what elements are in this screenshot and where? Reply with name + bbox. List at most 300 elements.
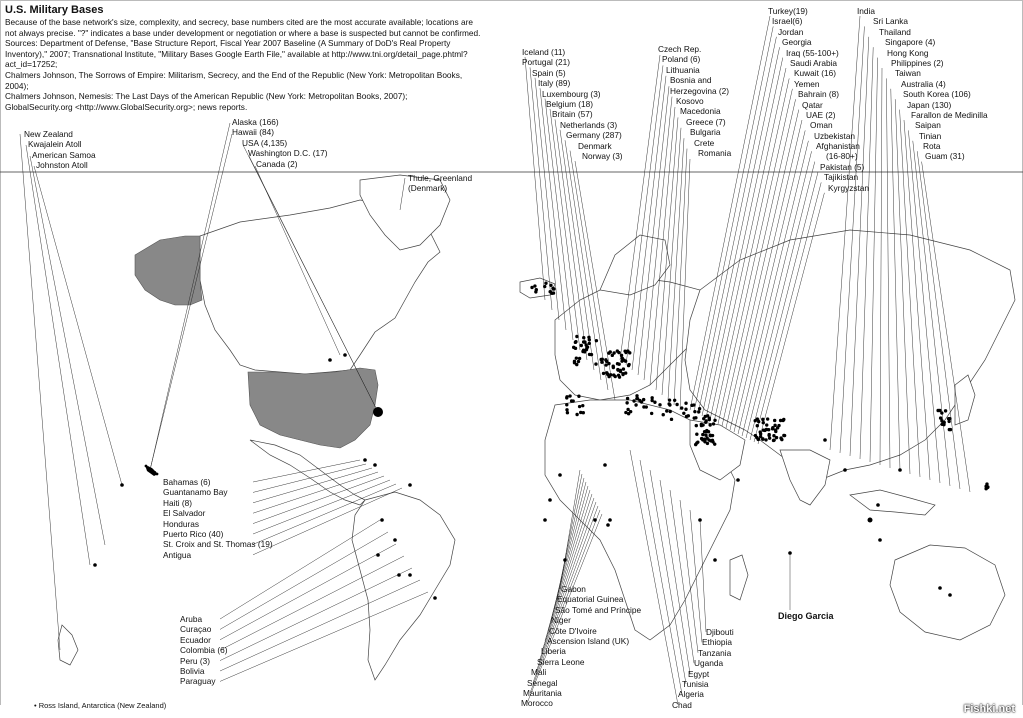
base-dot [868,518,873,523]
base-dot [938,586,942,590]
east-europe-labels-item: Czech Rep. [658,44,702,54]
west-africa-labels-item: Morocco [521,698,553,709]
west-europe-labels-item: Luxembourg (3) [542,88,601,99]
us-labels-item: Canada (2) [256,158,298,169]
base-dot [620,354,623,357]
base-dot [948,593,952,597]
map-title: U.S. Military Bases [5,4,104,16]
mideast-labels-item: Tajikistan [824,172,859,183]
base-dot [704,415,707,418]
base-dot [985,482,988,485]
mideast-labels-item: Georgia [782,37,812,48]
base-dot [634,403,637,406]
base-dot [586,345,589,348]
base-dot [373,407,383,417]
base-dot [393,538,397,542]
east-europe-labels-item: Lithuania [666,64,700,75]
base-dot [600,361,603,364]
south-america-labels [180,614,228,687]
base-dot [605,360,608,363]
caribbean-labels-item: Haiti (8) [163,497,193,508]
west-africa-labels-item: Equatorial Guinea [557,594,624,605]
west-europe-labels-item: Portugal (21) [522,57,570,68]
watermark: Fishki.net [963,703,1015,715]
west-europe-labels-item: Spain (5) [532,67,566,78]
pacific-labels-item: Kwajalein Atoll [28,139,82,150]
land-iceland [520,278,555,298]
asia-labels-item: Philippines (2) [891,57,944,68]
diego-garcia-label: Diego Garcia [778,611,834,621]
source-line-1: Sources: Department of Defense, "Base Structure Report, Fiscal Year 2007 Baseline (A Summary of DoD's Real Property Inventory)," 2007; Transnational Institute, "Military Bases Google Earth File," available at http://www.tni.org/detail_page.phtml?act_id=17252; [5,38,468,70]
base-dot [776,426,779,429]
base-dot [704,419,707,422]
east-europe-labels-item: Romania [698,147,732,158]
base-dot [604,363,607,366]
west-africa-labels-item: Niger [551,615,571,626]
leader-line [20,134,60,650]
caribbean-labels-item: Puerto Rico (40) [163,528,224,539]
south-america-labels-item: Colombia (6) [180,645,228,656]
base-dot [343,353,347,357]
base-dot [612,351,615,354]
land-usa [248,368,378,448]
base-dot [693,410,696,413]
base-dot [878,538,882,542]
base-dot [706,442,709,445]
west-africa-labels-item: Côte D'Ivoire [549,625,597,636]
base-dot [397,573,401,577]
base-dot [577,395,580,398]
base-dot [575,356,578,359]
map-header [5,4,485,112]
base-dot [624,371,627,374]
east-europe-labels [658,44,731,158]
land-australia [890,545,1005,640]
base-dot [612,373,615,376]
base-dot [625,401,628,404]
base-dot [761,418,764,421]
base-dot [703,437,706,440]
base-dot [548,498,552,502]
base-dot [940,419,943,422]
asia-labels-item: Rota [923,141,941,152]
west-africa-labels [521,584,641,709]
caribbean-labels [163,477,273,560]
east-europe-labels-item: Bulgaria [690,127,721,138]
base-dot [594,362,597,365]
base-dot [713,558,717,562]
base-dot [695,433,698,436]
asia-labels-item: India [857,6,875,16]
caribbean-labels-item: St. Croix and St. Thomas (19) [163,539,273,550]
mideast-labels-item: Pakistan (5) [820,161,865,172]
mideast-labels-item: Iraq (55-100+) [786,47,839,58]
base-dot [673,399,676,402]
asia-labels-item: Taiwan [895,68,921,79]
base-dot [698,407,701,410]
base-dot [577,360,580,363]
base-dot [701,433,704,436]
base-dot [763,429,766,432]
greenland-label-item: Thule, Greenland [408,173,473,183]
base-dot [530,286,533,289]
source-line-2: Chalmers Johnson, The Sorrows of Empire: Militarism, Secrecy, and the End of the Republic (New York: Metropolitan Books, 2004); [5,69,463,91]
base-dot [773,419,776,422]
base-dot [642,405,645,408]
leader-line [674,149,687,405]
base-dot [363,458,367,462]
base-dot [533,284,536,287]
east-africa-labels-item: Tanzania [698,647,732,658]
land-europe [555,278,705,400]
base-dot [552,287,555,290]
us-labels-item: Washington D.C. (17) [248,148,328,159]
base-dot [756,424,759,427]
base-dot [582,411,585,414]
caribbean-labels-item: Guantanamo Bay [163,487,228,498]
greenland-label-item: (Denmark) [408,183,448,194]
base-dot [593,518,597,522]
caribbean-labels-item: El Salvador [163,508,206,519]
base-dot [603,463,607,467]
base-dot [433,596,437,600]
base-dot [408,483,412,487]
base-dot [583,340,586,343]
west-europe-labels [522,47,623,161]
east-europe-labels-item: Macedonia [680,106,721,117]
base-dot [626,408,629,411]
mideast-labels-item: Yemen [794,78,820,89]
base-dot [687,414,690,417]
asia-labels-item: Hong Kong [887,47,929,58]
base-dot [606,523,610,527]
mideast-labels-item: UAE (2) [806,109,836,120]
base-dot [675,403,678,406]
base-dot [767,428,770,431]
mideast-labels-item: Qatar [802,99,823,110]
base-dot [670,418,673,421]
base-dot [650,399,653,402]
base-dot [624,411,627,414]
base-dot [708,423,711,426]
greenland-label [408,173,472,194]
east-africa-labels-item: Djibouti [706,627,734,637]
land-india [780,450,830,505]
base-dot [588,342,591,345]
base-dot [708,418,711,421]
base-dot [756,417,759,420]
base-dot [694,443,697,446]
mideast-labels-item: Turkey(19) [768,6,808,16]
asia-labels [857,6,988,162]
base-dot [627,363,630,366]
base-dot [578,405,581,408]
west-africa-labels-item: Ascension Island (UK) [547,635,630,646]
base-dot [626,397,629,400]
asia-labels-item: Thailand [879,26,911,37]
base-dot [588,353,591,356]
base-dot [712,422,715,425]
base-dot [876,503,880,507]
us-labels-item: USA (4,135) [242,137,288,148]
east-europe-labels-item: Greece (7) [686,116,726,127]
base-dot [698,518,702,522]
base-dot [668,403,671,406]
base-dot [601,358,604,361]
base-dot [736,478,740,482]
south-america-labels-item: Curaçao [180,624,212,635]
base-dot [705,430,708,433]
base-dot [711,440,714,443]
east-africa-labels-item: Uganda [694,658,724,669]
caribbean-labels-item: Bahamas (6) [163,477,211,487]
asia-labels-item: Australia (4) [901,78,946,89]
base-dot [636,397,639,400]
base-dot [771,427,774,430]
base-dot [628,351,631,354]
base-dot [761,437,764,440]
leader-line [34,166,122,485]
base-dot [373,463,377,467]
mideast-labels-item: Bahrain (8) [798,89,840,100]
west-africa-labels-item: Mauritania [523,687,562,698]
east-europe-labels-item: Bosnia and [670,75,712,86]
east-africa-labels-item: Algeria [678,689,704,700]
mideast-labels-item: (16-80+) [826,151,858,162]
base-dot [783,434,786,437]
base-dot [773,424,776,427]
base-dot [328,358,332,362]
base-dot [682,412,685,415]
land-south-america [352,492,455,680]
base-dot [757,438,760,441]
base-dot [617,351,620,354]
west-europe-labels-item: Italy (89) [538,78,571,89]
west-europe-labels-item: Netherlands (3) [560,119,618,130]
base-dot [622,367,625,370]
base-dot [619,369,622,372]
base-dot [565,408,568,411]
land-indonesia [850,490,935,515]
base-dot [788,551,792,555]
south-america-labels-item: Paraguay [180,676,216,687]
leader-line [668,138,684,400]
east-africa-labels [672,627,734,710]
base-dot [765,423,768,426]
base-dot [543,518,547,522]
west-europe-labels-item: Norway (3) [582,150,623,161]
south-america-labels-item: Ecuador [180,634,211,645]
base-dot [948,417,951,420]
base-dot [588,338,591,341]
base-dot [693,416,696,419]
base-dot [570,399,573,402]
pacific-labels [24,129,96,171]
base-dot [658,403,661,406]
base-dot [565,403,568,406]
east-africa-labels-item: Ethiopia [702,637,732,648]
west-europe-labels-item: Belgium (18) [546,98,594,109]
mideast-labels-item: Saudi Arabia [790,57,838,68]
base-dot [582,336,585,339]
mideast-labels-item: Israel(6) [772,16,803,27]
base-dot [543,285,546,288]
asia-labels-item: Farallon de Medinilla [911,109,988,120]
base-dot [662,413,665,416]
base-dot [704,433,707,436]
base-dot [843,468,847,472]
base-dot [156,473,159,476]
base-dot [635,394,638,397]
east-europe-labels-item: Poland (6) [662,54,701,65]
base-dot [766,417,769,420]
base-dot [609,350,612,353]
land-new-zealand [58,625,78,665]
south-america-labels-item: Peru (3) [180,655,210,666]
base-dot [944,409,947,412]
base-dot [573,361,576,364]
pacific-labels-item: Johnston Atoll [36,160,88,171]
base-dot [580,344,583,347]
base-dot [779,436,782,439]
base-dot [713,419,716,422]
mideast-labels-item: Kuwait (16) [794,68,836,79]
base-dot [408,573,412,577]
us-labels-item: Alaska (166) [232,117,279,127]
base-dot [609,373,612,376]
base-dot [650,412,653,415]
base-dot [759,435,762,438]
base-dot [772,434,775,437]
west-africa-labels-item: Mali [531,667,547,678]
base-dot [936,409,939,412]
west-europe-labels-item: Britain (57) [552,109,593,120]
asia-labels-item: Sri Lanka [873,16,909,27]
east-africa-labels-item: Chad [672,699,692,710]
base-dot [624,360,627,363]
base-dot [548,290,551,293]
west-africa-labels-item: Liberia [541,646,566,657]
base-dot [762,421,765,424]
south-america-labels-item: Aruba [180,614,203,624]
west-africa-labels-item: Sierra Leone [537,656,585,667]
base-dot [684,408,687,411]
us-labels-item: Hawaii (84) [232,127,274,138]
west-africa-labels-item: São Tomé and Príncipe [555,604,642,615]
base-dot [781,419,784,422]
base-dot [595,339,598,342]
asia-labels-item: Japan (130) [907,99,952,110]
base-dot [566,411,569,414]
us-labels [232,117,327,169]
base-dot [940,411,943,414]
base-dot [565,395,568,398]
base-dot [984,487,987,490]
west-africa-labels-item: Senegal [527,677,558,688]
south-america-labels-item: Bolivia [180,665,205,676]
asia-labels-item: Guam (31) [925,151,965,162]
source-line-4: GlobalSecurity.org <http://www.GlobalSecurity.org>; news reports. [5,101,248,112]
east-africa-labels-item: Egypt [688,668,710,679]
base-dot [898,468,902,472]
base-dot [709,434,712,437]
base-dot [948,428,951,431]
base-dot [772,438,775,441]
east-europe-labels-item: Kosovo [676,95,704,106]
base-dot [767,433,770,436]
land-japan [955,375,975,425]
base-dot [823,438,827,442]
base-dot [764,438,767,441]
mideast-labels-item: Kyrgyzstan [828,182,870,193]
base-dot [697,410,700,413]
mideast-labels [768,6,869,193]
base-dot [612,365,615,368]
base-dot [563,558,567,562]
base-dot [629,410,632,413]
west-europe-labels-item: Iceland (11) [522,47,566,57]
pacific-labels-item: New Zealand [24,129,73,139]
base-dot [616,362,619,365]
west-europe-labels-item: Denmark [578,140,612,151]
base-dot [120,483,124,487]
base-dot [575,335,578,338]
base-dot [93,563,97,567]
base-dot [680,406,683,409]
base-dot [940,423,943,426]
base-dot [574,340,577,343]
land-alaska [135,236,202,305]
base-dot [376,553,380,557]
base-dot [575,413,578,416]
base-dot [669,410,672,413]
base-dot [621,357,624,360]
asia-labels-item: South Korea (106) [903,89,971,100]
east-europe-labels-item: Herzegovina (2) [670,85,730,96]
asia-labels-item: Singapore (4) [885,37,936,48]
mideast-labels-item: Uzbekistan [814,130,856,141]
base-dot [558,473,562,477]
base-dot [692,403,695,406]
asia-labels-item: Saipan [915,120,941,131]
caribbean-labels-item: Honduras [163,518,199,529]
east-africa-labels-item: Tunisia [682,678,709,689]
mideast-labels-item: Afghanistan [816,141,860,152]
base-dot [581,350,584,353]
base-dot [632,399,635,402]
base-dot [668,398,671,401]
base-dot [602,372,605,375]
map-intro: Because of the base network's size, complexity, and secrecy, base numbers cited are the most accurate available; locations are not always precise. "?" indicates a base under development or negotiation or where a base is suspected but cannot be confirmed. [5,17,481,38]
caribbean-labels-item: Antigua [163,549,192,560]
base-dot [581,404,584,407]
land-madagascar [730,555,748,600]
leader-line [30,156,105,545]
base-dot [572,346,575,349]
base-dot [568,394,571,397]
base-dot [534,290,537,293]
west-europe-labels-item: Germany (287) [566,130,622,141]
mideast-labels-item: Jordan [778,26,804,37]
base-dot [544,282,547,285]
base-dot [640,400,643,403]
east-europe-labels-item: Crete [694,137,715,148]
base-dot [701,423,704,426]
base-dot [549,284,552,287]
base-dot [380,518,384,522]
base-dot [578,357,581,360]
leader-line [26,145,90,565]
